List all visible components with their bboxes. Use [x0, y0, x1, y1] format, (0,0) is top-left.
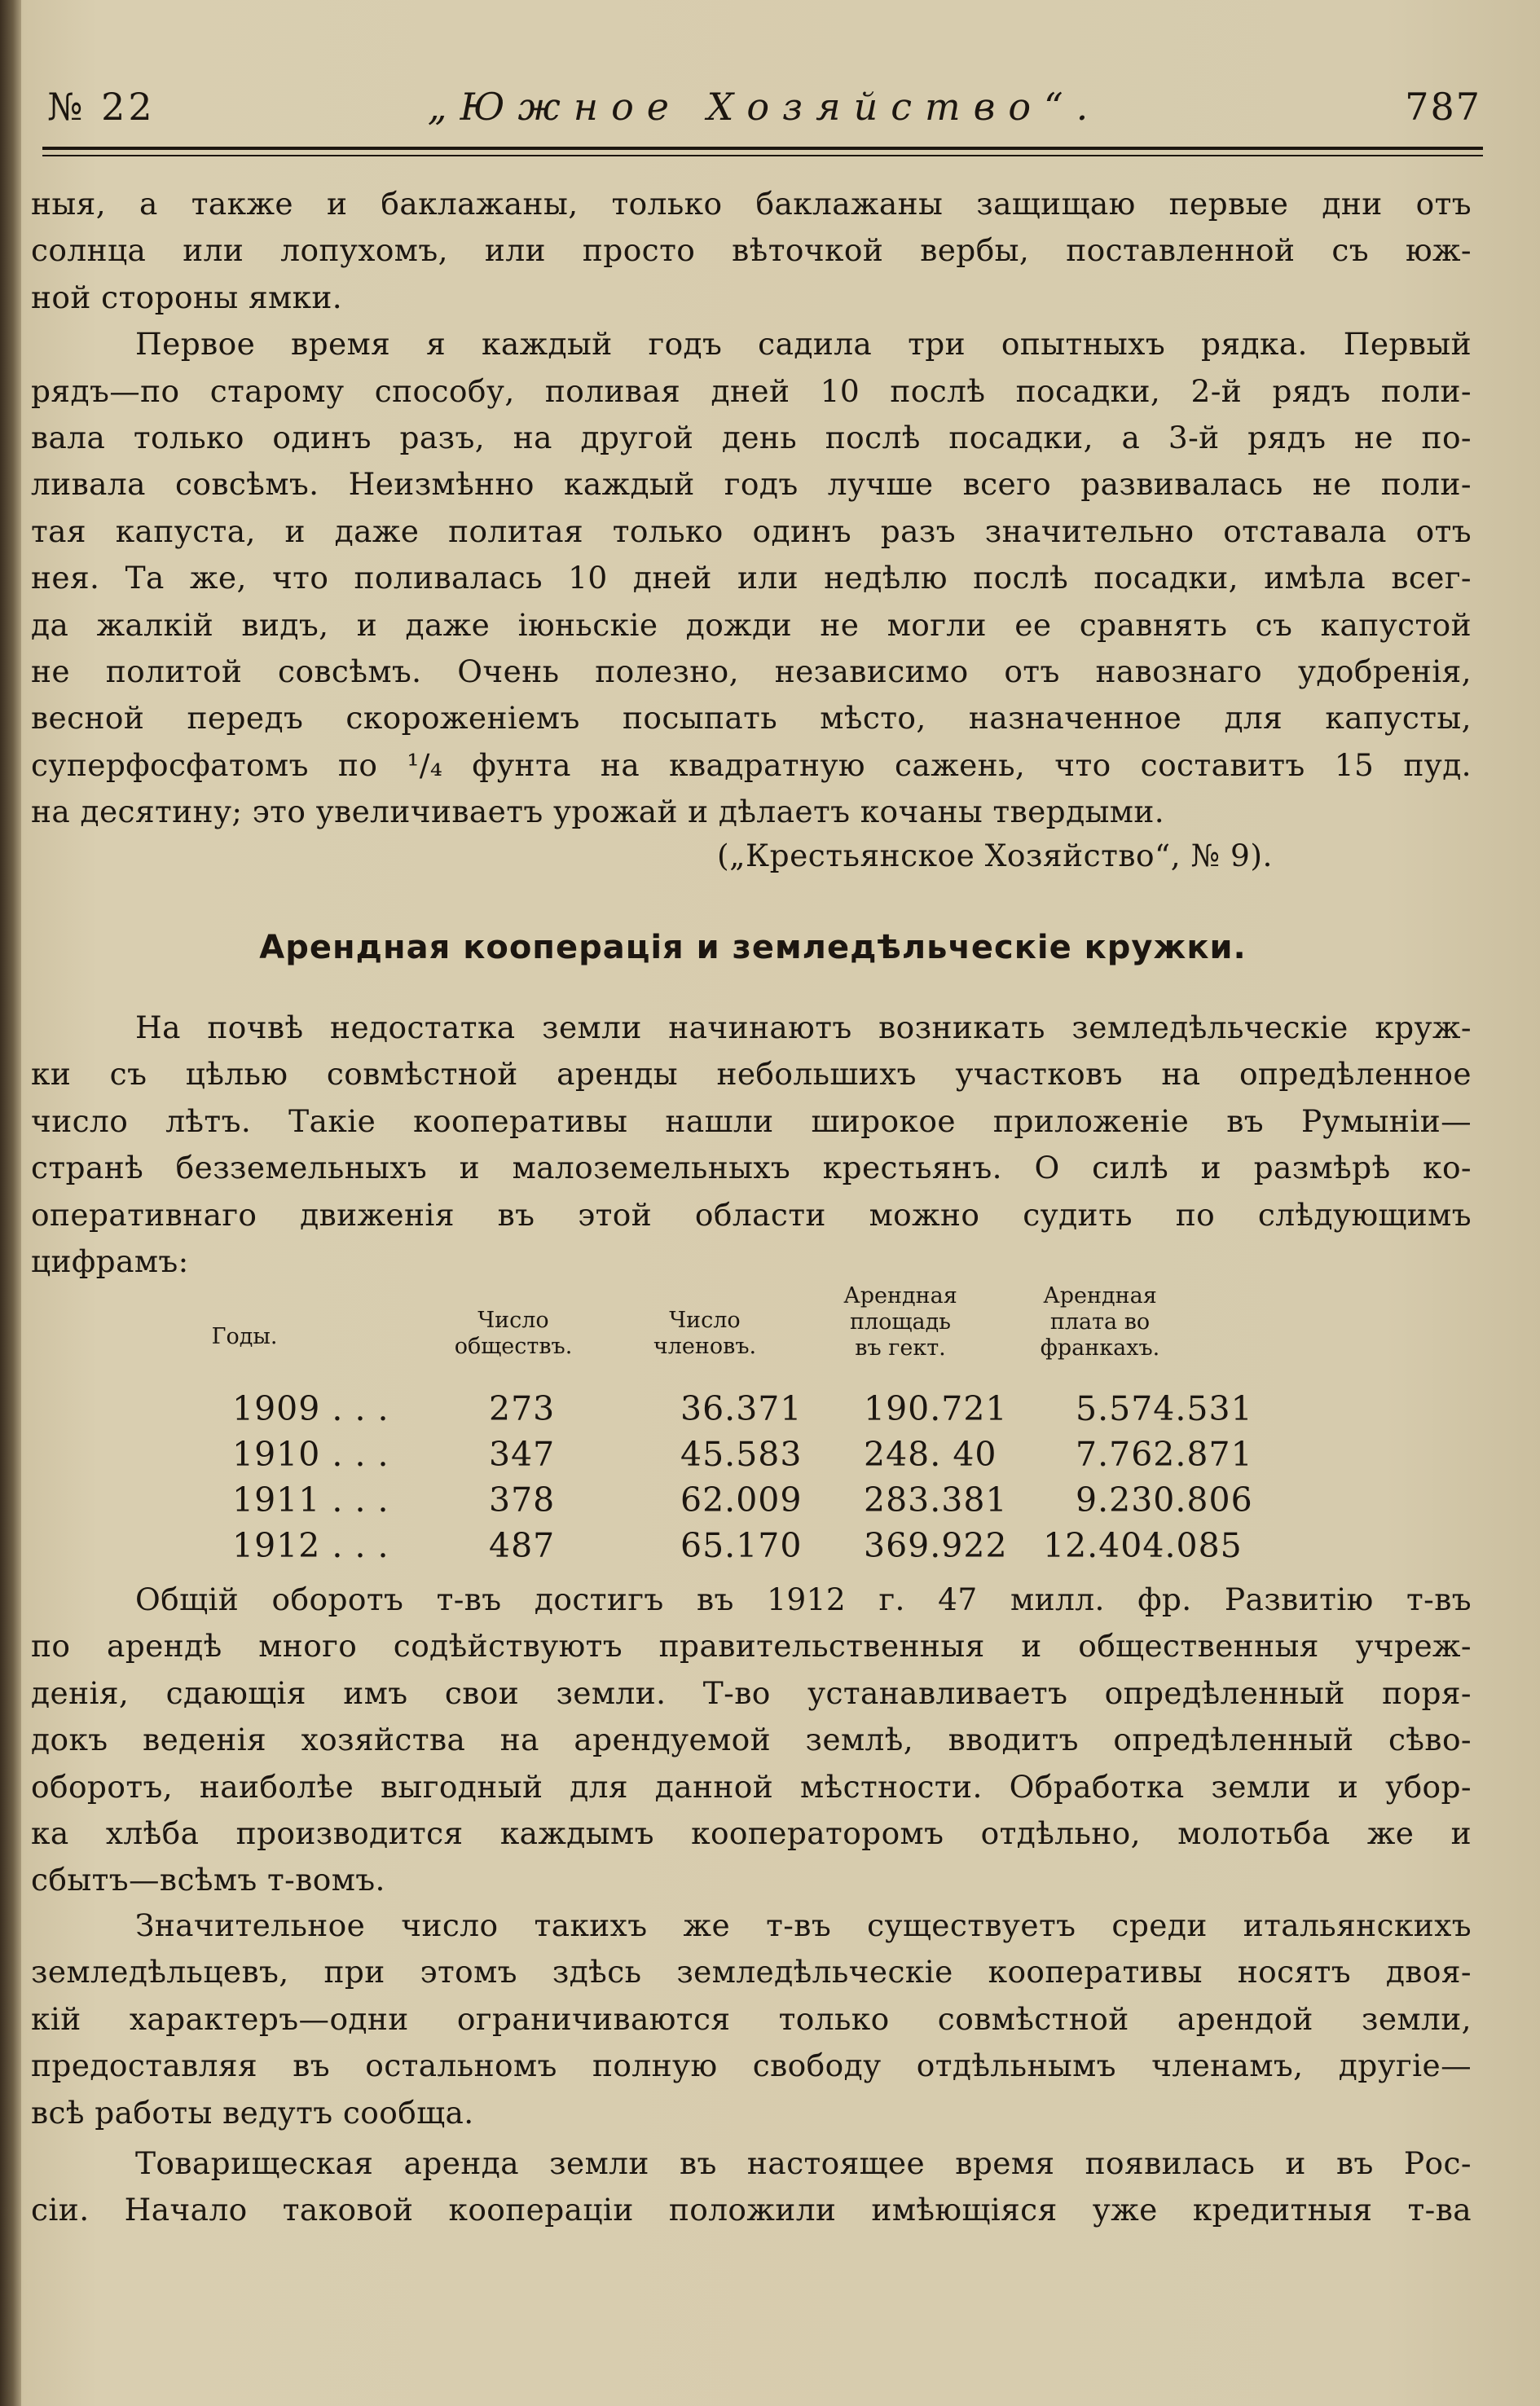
text-line: ки съ цѣлью совмѣстной аренды небольшихъ участковъ на опредѣленное — [31, 1056, 1472, 1093]
cell-members: 36.371 — [680, 1389, 803, 1428]
header-rule-thin — [42, 155, 1483, 156]
text-line: вала только одинъ разъ, на другой день послѣ посадки, а 3-й рядъ не по- — [31, 419, 1472, 455]
text-line: Первое время я каждый годъ садила три опытныхъ рядка. Первый — [135, 326, 1472, 363]
text-line: сіи. Начало таковой коопераціи положили имѣющіяся уже кредитныя т-ва — [31, 2192, 1472, 2228]
text-line: нея. Та же, что поливалась 10 дней или недѣлю послѣ посадки, имѣла всег- — [31, 560, 1472, 596]
column-header-years: Годы. — [211, 1324, 278, 1349]
cell-rent: 12.404.085 — [1043, 1526, 1243, 1565]
text-line: Значительное число такихъ же т-въ существуетъ среди итальянскихъ — [135, 1907, 1472, 1943]
cell-members: 45.583 — [680, 1435, 803, 1474]
text-line: денія, сдающія имъ свои земли. Т-во устанавливаетъ опредѣленный поря- — [31, 1674, 1472, 1711]
text-line: предоставляя въ остальномъ полную свободу отдѣльнымъ членамъ, другіе— — [31, 2048, 1472, 2084]
text-line: странѣ безземельныхъ и малоземельныхъ крестьянъ. О силѣ и размѣрѣ ко- — [31, 1150, 1472, 1186]
header-rule-thick — [42, 147, 1483, 150]
issue-number: № 22 — [47, 85, 156, 129]
running-header — [47, 81, 1481, 139]
cell-year: 1909 . . . — [232, 1389, 389, 1428]
text-line: тая капуста, и даже политая только одинъ разъ значительно отставала отъ — [31, 512, 1472, 549]
cell-rent: 5.574.531 — [1076, 1389, 1253, 1428]
cell-area: 283.381 — [864, 1480, 1008, 1520]
text-line: ка хлѣба производится каждымъ кооператоромъ отдѣльно, молотьба же и — [31, 1814, 1472, 1851]
column-header-members: Число членовъ. — [653, 1308, 757, 1359]
text-line: по арендѣ много содѣйствуютъ правительственныя и общественныя учреж- — [31, 1628, 1472, 1665]
cell-rent: 7.762.871 — [1076, 1435, 1253, 1474]
text-line: ливала совсѣмъ. Неизмѣнно каждый годъ лучше всего развивалась не поли- — [31, 466, 1472, 503]
text-line: всѣ работы ведутъ сообща. — [31, 2094, 474, 2131]
text-line: Товарищеская аренда земли въ настоящее время появилась и въ Рос- — [135, 2145, 1472, 2181]
text-line: солнца или лопухомъ, или просто вѣточкой вербы, поставленной съ юж- — [31, 232, 1472, 269]
paragraph-cabbage — [31, 181, 1472, 835]
text-line: на десятину; это увеличиваетъ урожай и дѣлаетъ кочаны твердыми. — [31, 794, 1165, 830]
text-line: не политой совсѣмъ. Очень полезно, независимо отъ навознаго удобренія, — [31, 653, 1472, 689]
column-header-societies: Число обществъ. — [454, 1308, 573, 1359]
paragraph-italy — [31, 1902, 1472, 2136]
text-line: кій характеръ—одни ограничиваются только совмѣстной арендой земли, — [31, 2000, 1472, 2037]
paragraph-intro — [31, 1005, 1472, 1285]
text-line: ной стороны ямки. — [31, 279, 343, 315]
cell-year: 1911 . . . — [232, 1480, 389, 1520]
text-line: сбытъ—всѣмъ т-вомъ. — [31, 1862, 385, 1898]
cell-area: 248. 40 — [864, 1435, 997, 1474]
source-citation: („Крестьянское Хозяйство“, № 9). — [717, 838, 1273, 873]
cell-societies: 378 — [489, 1480, 556, 1520]
text-line: земледѣльцевъ, при этомъ здѣсь земледѣльческіе кооперативы носятъ двоя- — [31, 1954, 1472, 1990]
text-line: докъ веденія хозяйства на арендуемой землѣ, вводитъ опредѣленный сѣво- — [31, 1722, 1472, 1758]
cell-area: 369.922 — [864, 1526, 1008, 1565]
cell-year: 1912 . . . — [232, 1526, 389, 1565]
cell-societies: 347 — [489, 1435, 556, 1474]
cell-societies: 487 — [489, 1526, 556, 1565]
cell-year: 1910 . . . — [232, 1435, 389, 1474]
text-line: весной передъ скороженіемъ посыпать мѣсто, назначенное для капусты, — [31, 700, 1472, 737]
cell-societies: 273 — [489, 1389, 556, 1428]
text-line: число лѣтъ. Такіе кооперативы нашли широкое приложеніе въ Румыніи— — [31, 1102, 1472, 1139]
book-spine — [0, 0, 21, 2406]
statistics-table — [196, 1283, 1336, 1568]
text-line: цифрамъ: — [31, 1243, 189, 1279]
text-line: суперфосфатомъ по ¹/₄ фунта на квадратную сажень, что составитъ 15 пуд. — [31, 746, 1472, 783]
text-line: ныя, а также и баклажаны, только баклажаны защищаю первые дни отъ — [31, 186, 1472, 222]
text-line: да жалкій видъ, и даже іюньскіе дожди не могли ее сравнять съ капустой — [31, 606, 1472, 643]
cell-area: 190.721 — [864, 1389, 1008, 1428]
column-header-area: Арендная площадь въ гект. — [843, 1283, 957, 1361]
text-line: Общій оборотъ т-въ достигъ въ 1912 г. 47 милл. фр. Развитію т-въ — [135, 1581, 1472, 1617]
paragraph-russia — [31, 2140, 1472, 2234]
page-number: 787 — [1405, 85, 1481, 129]
text-line: оборотъ, наиболѣе выгодный для данной мѣстности. Обработка земли и убор- — [31, 1768, 1472, 1805]
cell-members: 62.009 — [680, 1480, 803, 1520]
text-line: оперативнаго движенія въ этой области можно судить по слѣдующимъ — [31, 1196, 1472, 1233]
column-header-rent: Арендная плата во франкахъ. — [1040, 1283, 1160, 1361]
text-line: рядъ—по старому способу, поливая дней 10 послѣ посадки, 2-й рядъ поли- — [31, 372, 1472, 409]
text-line: На почвѣ недостатка земли начинаютъ возникать земледѣльческіе круж- — [135, 1009, 1472, 1045]
cell-rent: 9.230.806 — [1076, 1480, 1253, 1520]
journal-title: „Южное Хозяйство“. — [427, 85, 1102, 129]
paragraph-turnover — [31, 1577, 1472, 1904]
section-heading: Арендная кооперація и земледѣльческіе кружки. — [259, 929, 1247, 966]
cell-members: 65.170 — [680, 1526, 803, 1565]
